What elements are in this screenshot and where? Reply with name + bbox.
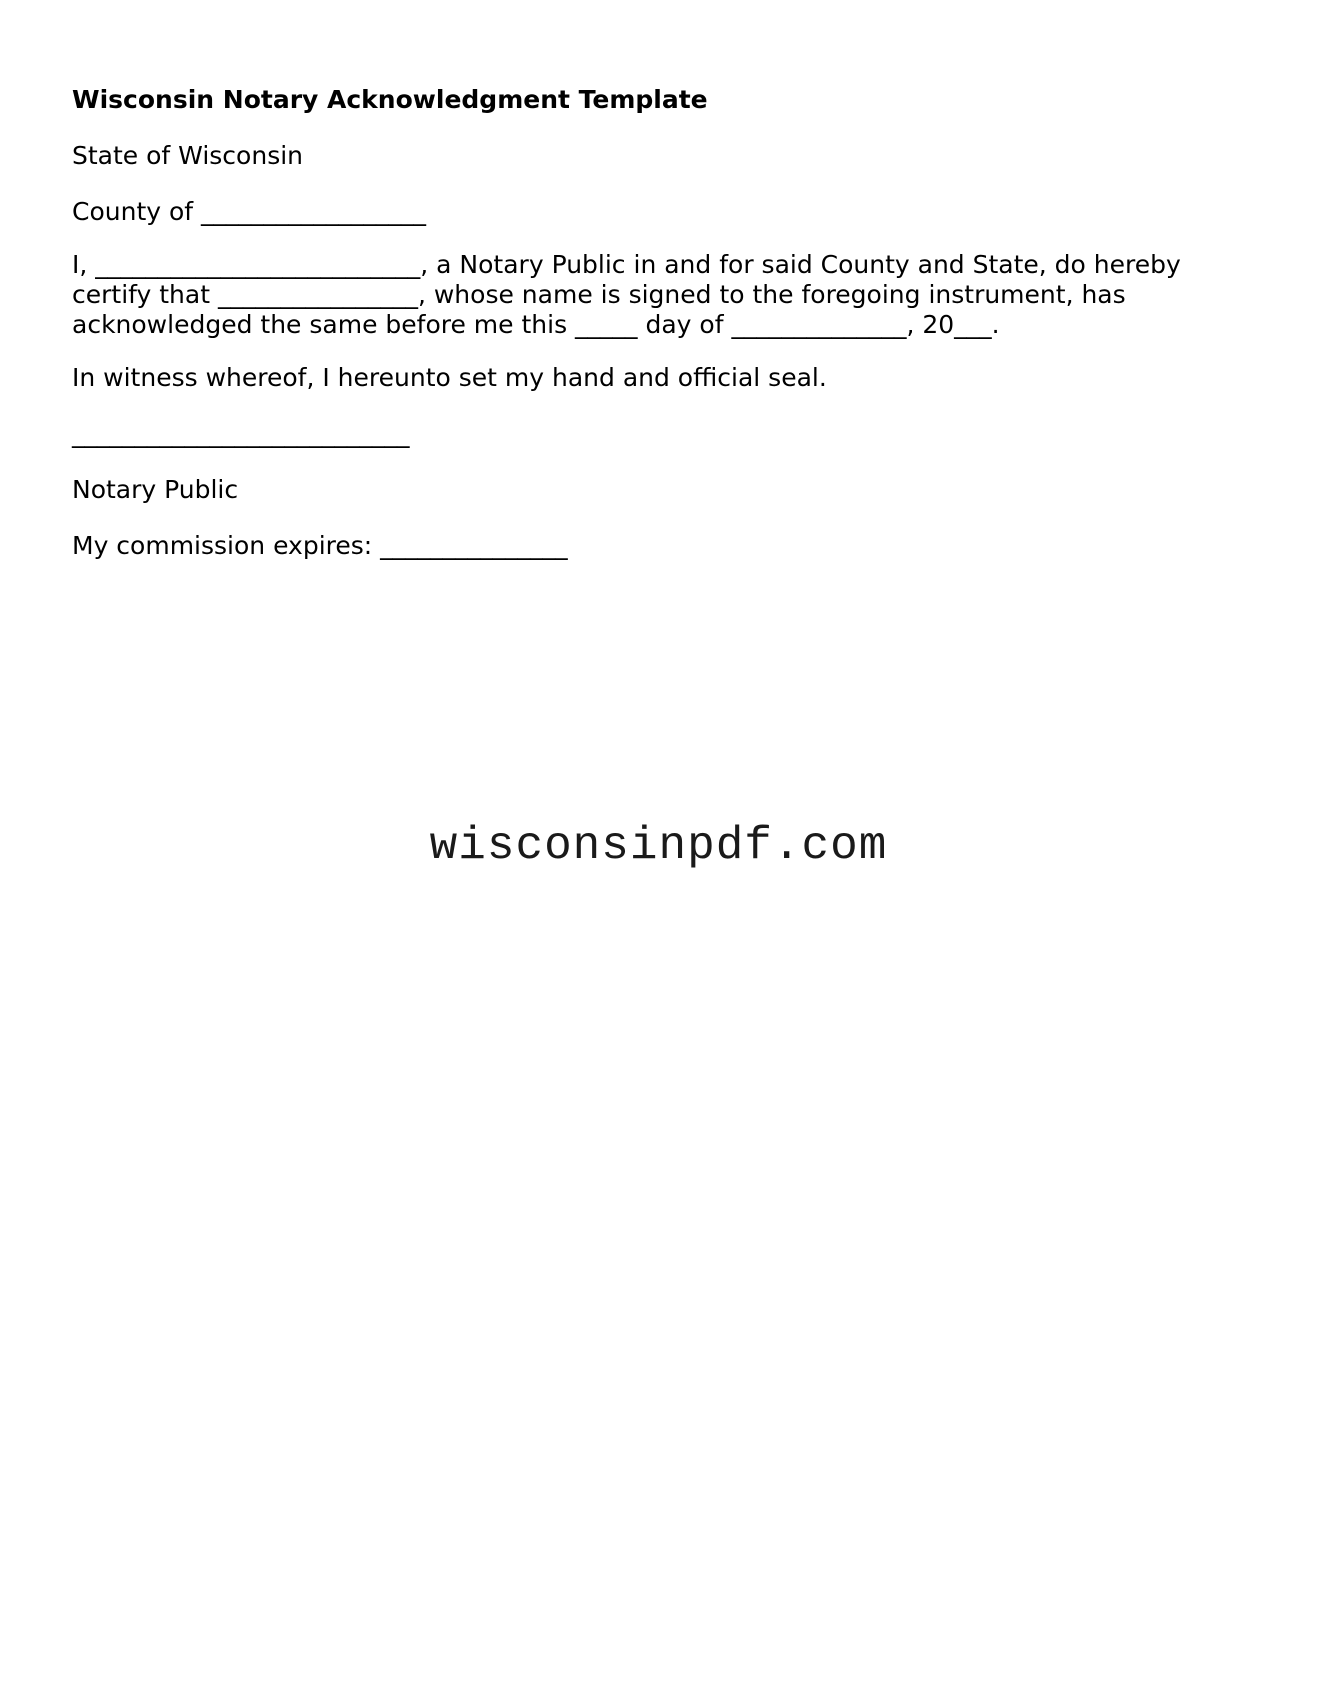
signature-line: ___________________________ [72,419,410,448]
state-line: State of Wisconsin [72,141,304,170]
watermark: wisconsinpdf.com [429,820,888,872]
document-body [72,82,1252,584]
county-line: County of __________________ [72,197,427,226]
certification-paragraph [72,250,1252,340]
certification-line-1: I, __________________________, a Notary Public in and for said County and State, do hereby [72,250,1181,279]
certification-line-2: certify that ________________, whose name is signed to the foregoing instrument, has [72,280,1126,309]
document-title: Wisconsin Notary Acknowledgment Template [72,85,708,114]
certification-line-3: acknowledged the same before me this _____ day of ______________, 20___. [72,310,1000,339]
commission-expiry-line: My commission expires: _______________ [72,531,568,560]
signer-title: Notary Public [72,475,239,504]
witness-statement: In witness whereof, I hereunto set my hand and official seal. [72,363,827,392]
